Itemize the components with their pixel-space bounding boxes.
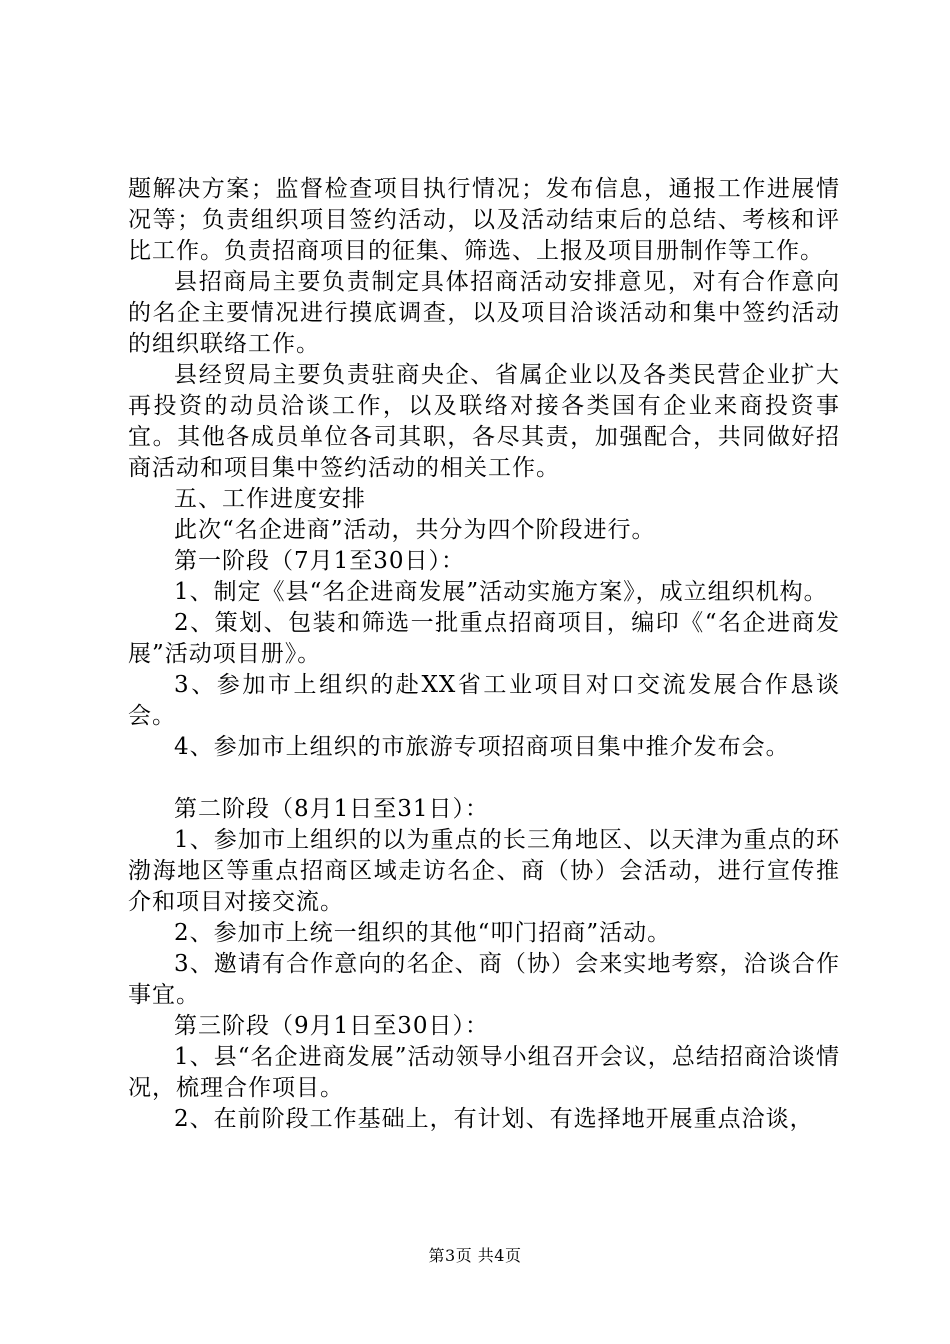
stage-1-item-4: 4、参加市上组织的市旅游专项招商项目集中推介发布会。 [174,734,790,760]
stage-2-item-1: 1、参加市上组织的以为重点的长三角地区、以天津为重点的环渤海地区等重点招商区域走访名企、商（协）会活动，进行宣传推介和项目对接交流。 [128,827,840,915]
paragraph-stages-intro: 此次“名企进商”活动，共分为四个阶段进行。 [174,517,656,543]
paragraph-continuation: 题解决方案；监督检查项目执行情况；发布信息，通报工作进展情况等；负责组织项目签约活动，以及活动结束后的总结、考核和评比工作。负责招商项目的征集、筛选、上报及项目册制作等工作。 [128,176,840,264]
stage-heading-3: 第三阶段（9月1日至30日）： [174,1013,490,1039]
page-number-label: 第3页 共4页 [428,1246,522,1265]
section-heading-schedule: 五、工作进度安排 [174,486,366,512]
stage-2-item-3: 3、邀请有合作意向的名企、商（协）会来实地考察，洽谈合作事宜。 [128,951,840,1008]
paragraph-jingmao-bureau: 县经贸局主要负责驻商央企、省属企业以及各类民营企业扩大再投资的动员洽谈工作，以及联络对接各类国有企业来商投资事宜。其他各成员单位各司其职，各尽其责，加强配合，共同做好招商活动和项目集中签约活动的相关工作。 [128,362,840,481]
page-footer [0,1246,950,1266]
stage-3-item-2: 2、在前阶段工作基础上，有计划、有选择地开展重点洽谈， [174,1106,814,1132]
document-body [128,174,840,1135]
stage-1-item-2: 2、策划、包装和筛选一批重点招商项目，编印《“名企进商发展”活动项目册》。 [128,610,840,667]
stage-heading-1: 第一阶段（7月1至30日）： [174,548,466,574]
stage-2-item-2: 2、参加市上统一组织的其他“叩门招商”活动。 [174,920,672,946]
stage-heading-2: 第二阶段（8月1日至31日）： [174,796,490,822]
blank-line [128,763,840,794]
paragraph-zhaoshang-bureau: 县招商局主要负责制定具体招商活动安排意见，对有合作意向的名企主要情况进行摸底调查，以及项目洽谈活动和集中签约活动的组织联络工作。 [128,269,840,357]
stage-1-item-3: 3、参加市上组织的赴XX省工业项目对口交流发展合作恳谈会。 [128,672,840,729]
stage-1-item-1: 1、制定《县“名企进商发展”活动实施方案》，成立组织机构。 [174,579,828,605]
stage-3-item-1: 1、县“名企进商发展”活动领导小组召开会议，总结招商洽谈情况，梳理合作项目。 [128,1044,840,1101]
